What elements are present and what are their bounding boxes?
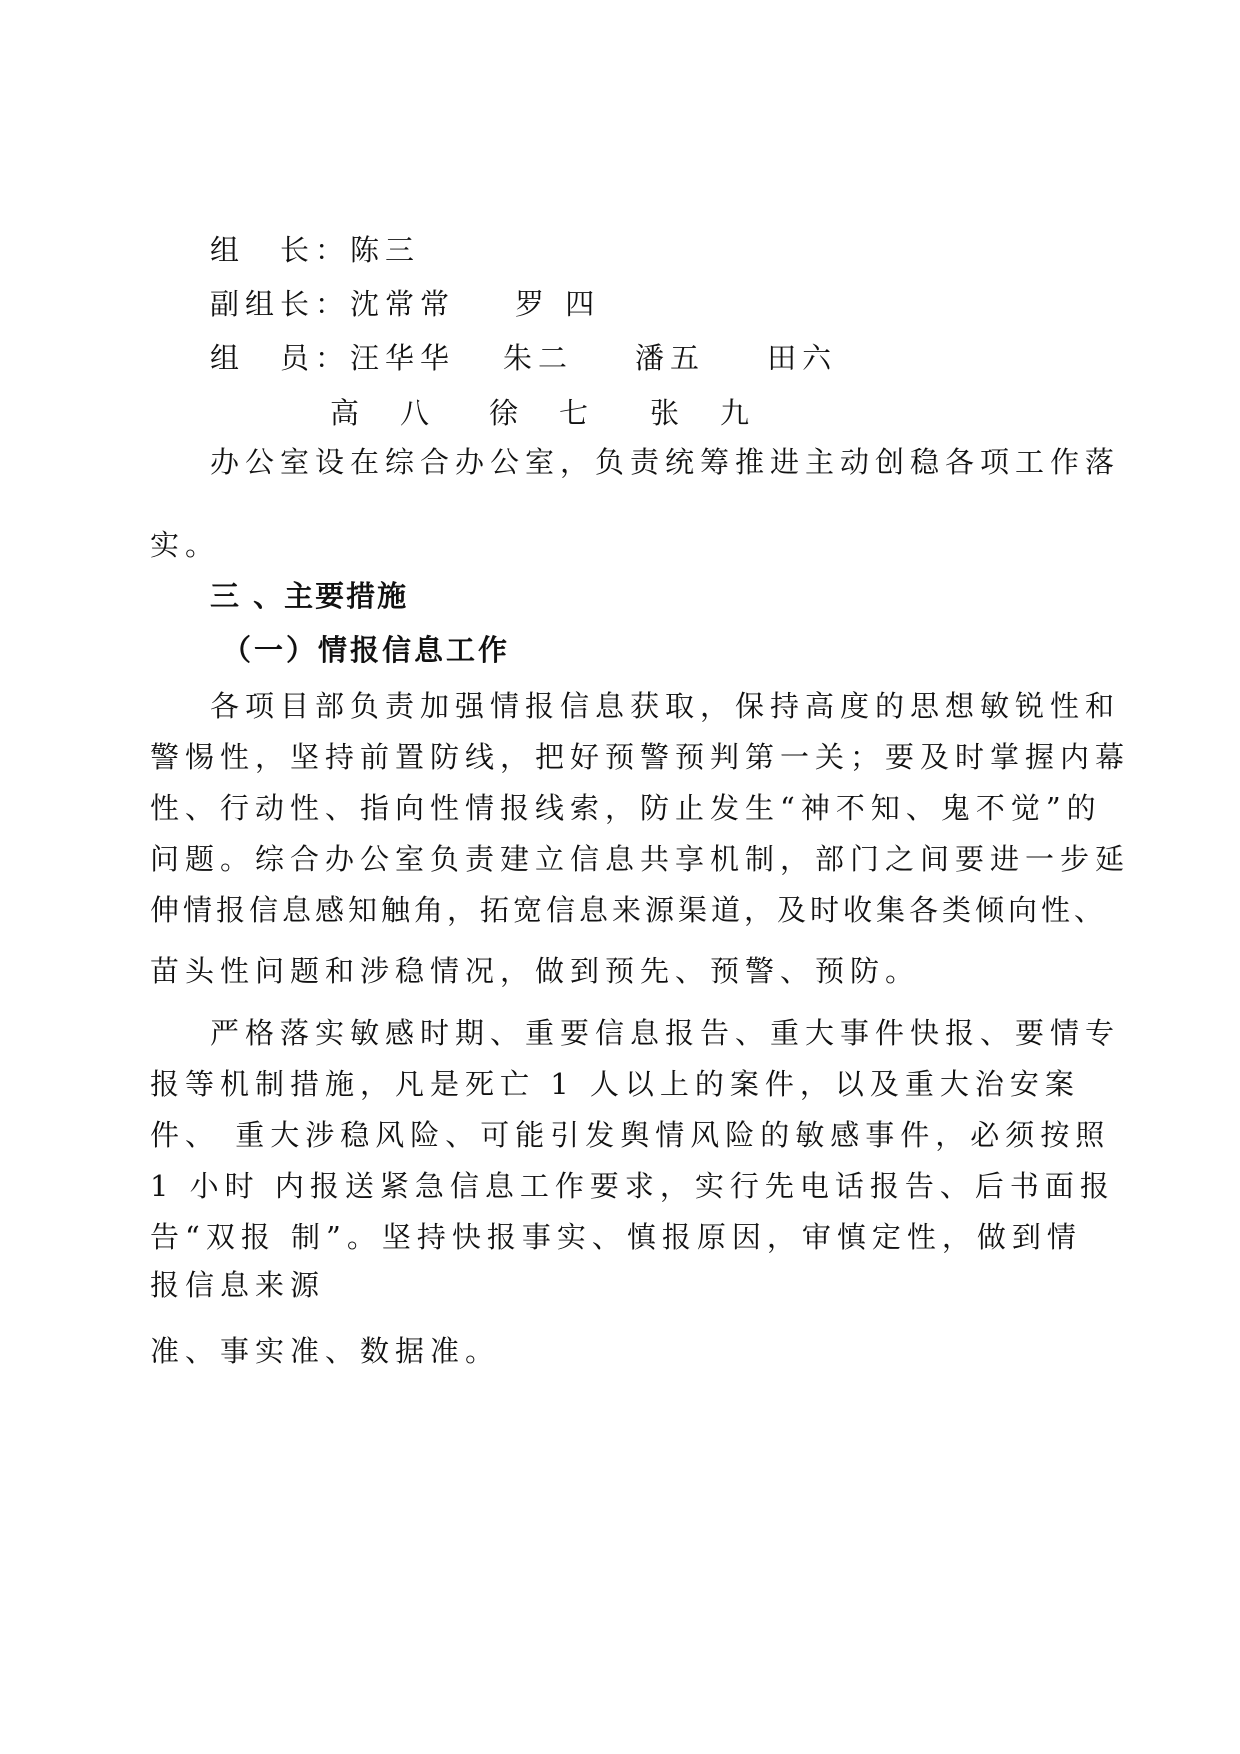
member-name: 朱二	[503, 341, 574, 375]
deputy-label: 副组长：	[210, 287, 351, 321]
para2-line: 1 小时 内报送紧急信息工作要求，实行先电话报告、后书面报	[150, 1169, 1115, 1203]
para2-line: 报等机制措施，凡是死亡 1 人以上的案件，以及重大治安案	[150, 1067, 1080, 1101]
member-name: 高 八	[330, 396, 436, 430]
member-name: 徐 七	[489, 396, 595, 430]
member-name: 张 九	[650, 396, 756, 430]
office-line-1: 办公室设在综合办公室，负责统筹推进主动创稳各项工作落	[210, 445, 1121, 479]
member-name: 汪华华	[350, 341, 456, 375]
para1-line: 苗头性问题和涉稳情况，做到预先、预警、预防。	[150, 954, 921, 988]
para2-line: 报信息来源	[150, 1268, 326, 1302]
para1-line: 问题。综合办公室负责建立信息共享机制，部门之间要进一步延	[150, 842, 1131, 876]
para1-line: 性、行动性、指向性情报线索，防止发生“神不知、鬼不觉”的	[150, 791, 1102, 825]
member-row-2	[330, 393, 755, 433]
leader-row	[210, 230, 420, 270]
deputy-name: 罗 四	[515, 287, 601, 321]
para2-line: 件、 重大涉稳风险、可能引发舆情风险的敏感事件，必须按照	[150, 1118, 1111, 1152]
office-line-2: 实。	[150, 528, 221, 562]
leader-label: 组 长：	[210, 233, 351, 267]
leader-name: 陈三	[350, 233, 421, 267]
para2-line: 准、事实准、数据准。	[150, 1334, 501, 1368]
deputy-row	[210, 284, 600, 324]
section-heading: 三 、主要措施	[210, 579, 409, 613]
para1-line: 各项目部负责加强情报信息获取，保持高度的思想敏锐性和	[210, 689, 1121, 723]
deputy-name: 沈常常	[350, 287, 456, 321]
member-name: 田六	[767, 341, 838, 375]
para2-line: 告“双报 制”。坚持快报事实、慎报原因，审慎定性，做到情	[150, 1220, 1082, 1254]
para1-line: 警惕性，坚持前置防线，把好预警预判第一关；要及时掌握内幕	[150, 740, 1131, 774]
member-name: 潘五	[635, 341, 706, 375]
para1-line: 伸情报信息感知触角，拓宽信息来源渠道，及时收集各类倾向性、	[150, 893, 1108, 927]
member-row-1	[210, 338, 837, 378]
subsection-heading: （一）情报信息工作	[222, 633, 511, 667]
member-label: 组 员：	[210, 341, 351, 375]
para2-line: 严格落实敏感时期、重要信息报告、重大事件快报、要情专	[210, 1016, 1121, 1050]
